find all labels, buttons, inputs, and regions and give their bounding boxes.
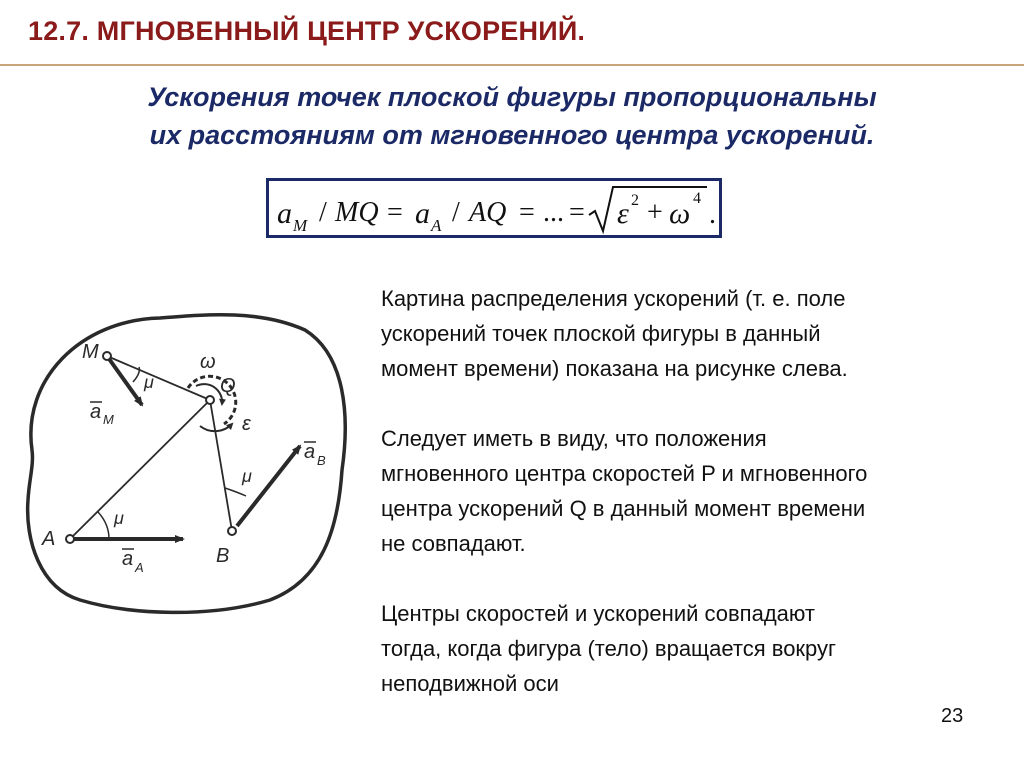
body-outline <box>28 315 346 613</box>
point-b <box>228 527 236 535</box>
paragraph-1-line-2: ускорений точек плоской фигуры в данный <box>381 321 821 346</box>
point-a <box>66 535 74 543</box>
label-a: A <box>42 528 56 550</box>
formula-mq: MQ <box>335 197 379 228</box>
explanation-text <box>381 281 1011 736</box>
formula-aq: AQ <box>469 197 507 228</box>
label-a-b: a <box>304 441 316 463</box>
vector-a-b <box>237 446 300 526</box>
angle-arc-a <box>98 512 109 539</box>
paragraph-3-line-2: тогда, когда фигура (тело) вращается вокруг <box>381 636 837 661</box>
formula-a-m: a <box>277 197 292 230</box>
formula-a-a: a <box>415 197 430 230</box>
formula-omega: ω <box>669 197 691 230</box>
paragraph-2-line-3: центра ускорений Q в данный момент времени <box>381 496 866 521</box>
paragraph-2-line-2: мгновенного центра скоростей P и мгновенного <box>381 461 868 486</box>
line-bq <box>210 400 232 531</box>
formula-slash-2: / <box>452 197 460 228</box>
acceleration-diagram <box>10 300 355 625</box>
formula-period: . <box>709 199 716 230</box>
paragraph-2-line-1: Следует иметь в виду, что положения <box>381 426 767 451</box>
label-mu-m: μ <box>144 372 154 392</box>
formula-eq-1: = <box>387 197 403 228</box>
formula-slash-1: / <box>319 197 327 228</box>
formula-dots: ... <box>543 197 564 228</box>
label-q: Q <box>220 375 236 397</box>
label-mu-a: μ <box>114 508 124 528</box>
label-a-a-sub: A <box>135 560 144 575</box>
label-a-m-sub: M <box>103 412 114 427</box>
label-mu-b: μ <box>242 466 252 486</box>
subtitle-line-2: их расстояниям от мгновенного центра ускорений. <box>149 120 875 150</box>
formula-eq-2: = <box>519 197 535 228</box>
label-b: B <box>216 545 230 567</box>
formula-sub-a: A <box>431 216 442 235</box>
formula-exp-4: 4 <box>693 190 701 207</box>
formula-exp-2: 2 <box>631 192 639 209</box>
paragraph-2-line-4: не совпадают. <box>381 531 526 556</box>
formula-epsilon: ε <box>617 197 629 230</box>
page-number: 23 <box>941 705 964 727</box>
formula-eq-3: = <box>569 197 585 228</box>
subtitle-line-1: Ускорения точек плоской фигуры пропорциональны <box>147 82 877 112</box>
formula <box>269 181 725 241</box>
formula-sub-m: M <box>293 216 308 235</box>
point-m <box>103 352 111 360</box>
paragraph-3 <box>381 596 1011 701</box>
label-a-m: a <box>90 401 102 423</box>
subtitle <box>0 78 1024 154</box>
formula-plus: + <box>647 197 663 228</box>
paragraph-3-line-1: Центры скоростей и ускорений совпадают <box>381 601 815 626</box>
paragraph-3-line-3: неподвижной оси <box>381 671 559 696</box>
label-a-a: a <box>122 548 134 570</box>
paragraph-2 <box>381 421 1011 561</box>
label-a-b-sub: B <box>317 453 326 468</box>
formula-box <box>266 178 722 238</box>
slide-title: 12.7. МГНОВЕННЫЙ ЦЕНТР УСКОРЕНИЙ. <box>28 16 586 46</box>
paragraph-1-line-1: Картина распределения ускорений (т. е. поле <box>381 286 846 311</box>
label-epsilon: ε <box>242 413 251 435</box>
epsilon-arrow <box>200 424 232 431</box>
label-omega: ω <box>200 351 216 373</box>
point-q <box>206 396 214 404</box>
angle-arc-b <box>225 488 246 496</box>
title-divider <box>0 64 1024 66</box>
paragraph-1 <box>381 281 1011 386</box>
paragraph-1-line-3: момент времени) показана на рисунке слева. <box>381 356 848 381</box>
label-m: M <box>82 341 99 363</box>
